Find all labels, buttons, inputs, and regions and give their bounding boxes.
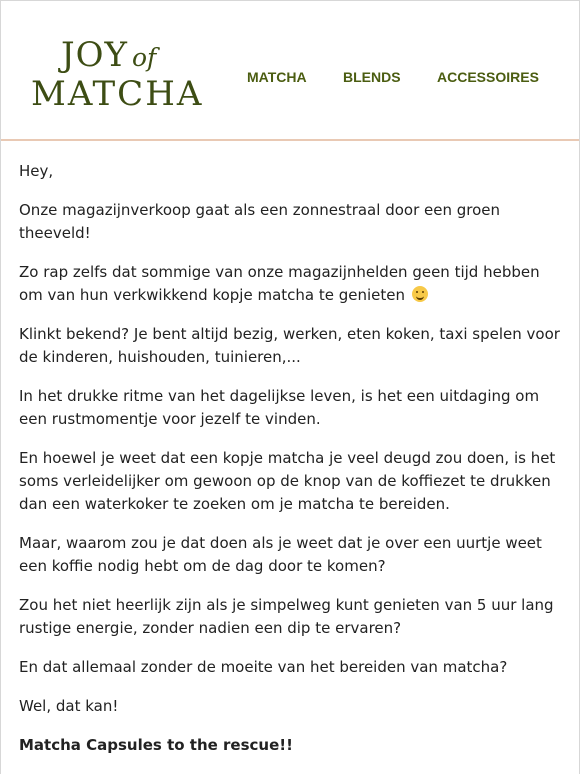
- nav-item-accessoires[interactable]: ACCESSOIRES: [437, 69, 539, 85]
- nav-item-blends[interactable]: BLENDS: [343, 69, 401, 85]
- paragraph-4: In het drukke ritme van het dagelijkse leven, is het een uitdaging om een rustmomentje voor jezelf te vinden.: [19, 387, 540, 428]
- logo-top-line: [61, 35, 157, 75]
- email-header: [1, 1, 579, 141]
- logo-joy-text: JOY: [61, 35, 128, 75]
- paragraph-2-text: Zo rap zelfs dat sommige van onze magazijnhelden geen tijd hebben om van hun verkwikkend kopje matcha te genieten: [19, 263, 540, 304]
- paragraph-7: Zou het niet heerlijk zijn als je simpelweg kunt genieten van 5 uur lang rustige energie, zonder nadien een dip te ervaren?: [19, 596, 554, 637]
- paragraph-1: Onze magazijnverkoop gaat als een zonnestraal door een groen theeveld!: [19, 201, 501, 242]
- paragraph-3: Klinkt bekend? Je bent altijd bezig, werken, eten koken, taxi spelen voor de kinderen, huishouden, tuinieren,...: [19, 325, 560, 366]
- brand-logo[interactable]: [31, 35, 204, 114]
- smiling-face-with-sweat-icon: [412, 286, 428, 302]
- paragraph-2: [19, 261, 567, 307]
- logo-of-text: of: [131, 43, 157, 72]
- nav-item-matcha[interactable]: MATCHA: [247, 69, 307, 85]
- greeting-text: Hey,: [19, 162, 54, 180]
- main-navigation: [247, 68, 552, 86]
- paragraph-9: Wel, dat kan!: [19, 697, 119, 715]
- email-body: [19, 160, 567, 773]
- paragraph-5: En hoewel je weet dat een kopje matcha je veel deugd zou doen, is het soms verleidelijker om gewoon op de knop van de koffiezet te drukken dan een waterkoker te zoeken om je matcha te bereiden.: [19, 449, 556, 513]
- emphasis-text: Matcha Capsules to the rescue!!: [19, 736, 293, 754]
- logo-matcha-text: MATCHA: [31, 74, 204, 114]
- paragraph-8: En dat allemaal zonder de moeite van het bereiden van matcha?: [19, 658, 508, 676]
- paragraph-6: Maar, waarom zou je dat doen als je weet dat je over een uurtje weet een koffie nodig hebt om de dag door te komen?: [19, 534, 542, 575]
